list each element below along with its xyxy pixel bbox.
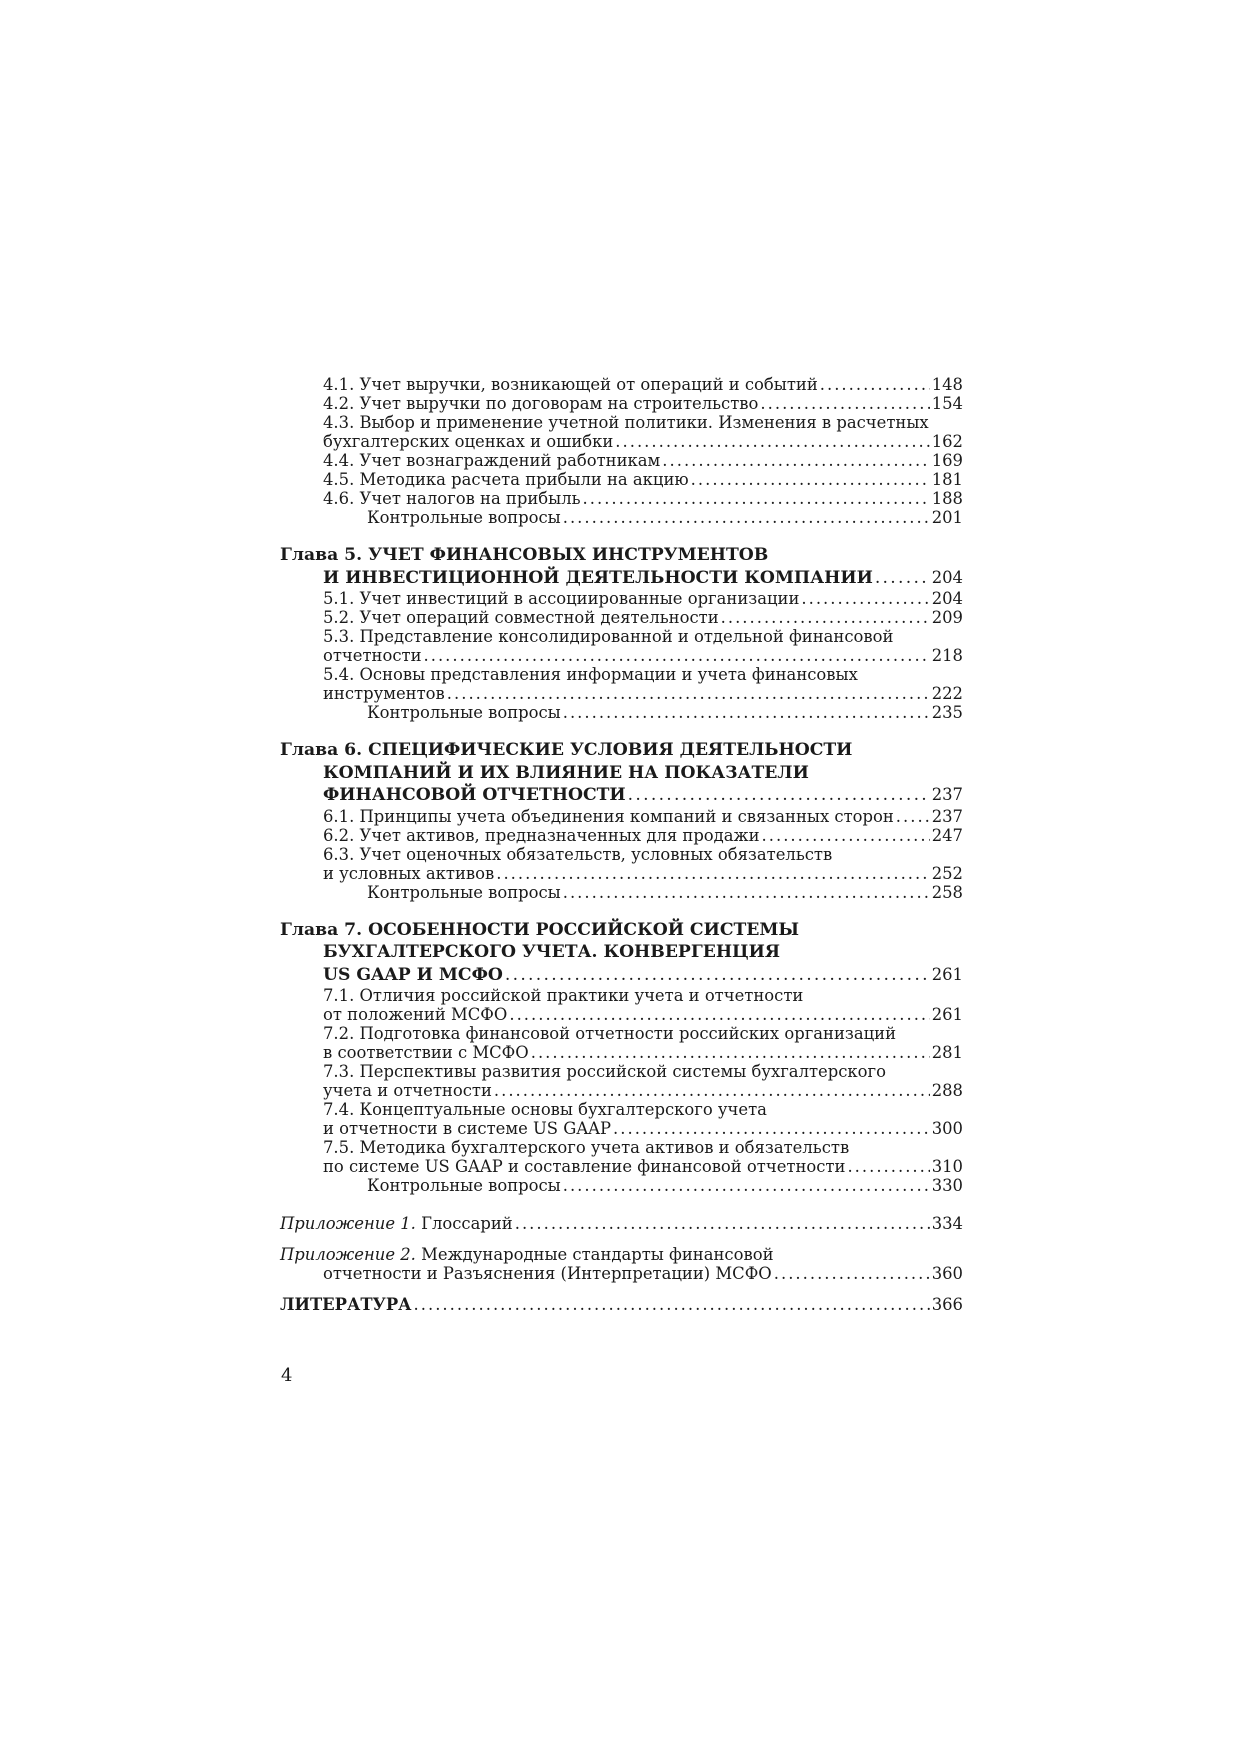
toc-entry-ch7-questions[interactable]: [280, 1176, 963, 1195]
toc-entry-text-line2: и отчетности в системе US GAAP: [323, 1119, 612, 1138]
toc-entry-text: Контрольные вопросы: [367, 508, 561, 527]
toc-entry-4-5[interactable]: [280, 470, 963, 489]
toc-entry-text: Контрольные вопросы: [367, 703, 561, 722]
toc-entry-text: 4.5. Методика расчета прибыли на акцию: [323, 470, 689, 489]
toc-entry-text: 4.2. Учет выручки по договорам на строительство: [323, 394, 759, 413]
page-number: 4: [281, 1365, 293, 1386]
chapter-title-line2: КОМПАНИЙ И ИХ ВЛИЯНИЕ НА ПОКАЗАТЕЛИ: [323, 762, 809, 783]
toc-entry-text-line1: Приложение 2. Международные стандарты финансовой: [280, 1245, 774, 1264]
toc-entry-5-1[interactable]: [280, 589, 963, 608]
toc-entry-text-line1: 7.2. Подготовка финансовой отчетности российских организаций: [323, 1024, 897, 1043]
chapter-title-line3: ФИНАНСОВОЙ ОТЧЕТНОСТИ: [323, 785, 626, 805]
toc-entry-text-line2: бухгалтерских оценках и ошибки: [323, 432, 614, 451]
toc-entry-text-line1: 7.5. Методика бухгалтерского учета активов и обязательств: [323, 1138, 850, 1157]
leader-dots: [563, 1176, 930, 1195]
chapter-title-line2: БУХГАЛТЕРСКОГО УЧЕТА. КОНВЕРГЕНЦИЯ: [323, 942, 781, 962]
table-of-contents: [280, 375, 963, 1314]
toc-entry-4-3[interactable]: [280, 413, 963, 451]
toc-entry-text-line2: по системе US GAAP и составление финансовой отчетности: [323, 1157, 846, 1176]
leader-dots: [505, 964, 930, 987]
leader-dots: [691, 470, 930, 489]
toc-entry-5-3[interactable]: [280, 627, 963, 665]
toc-page-number: 218: [931, 646, 963, 665]
toc-entry-text: Контрольные вопросы: [367, 882, 561, 902]
leader-dots: [583, 489, 930, 508]
toc-page-number: 360: [931, 1264, 963, 1283]
toc-entry-ch6-questions[interactable]: [280, 883, 963, 902]
leader-dots: [662, 451, 929, 470]
leader-dots: [875, 567, 930, 590]
chapter-heading-7[interactable]: [280, 919, 963, 987]
leader-dots: [563, 508, 930, 527]
leader-dots: [628, 784, 930, 807]
toc-entry-5-2[interactable]: [280, 608, 963, 627]
leader-dots: [494, 1081, 930, 1100]
toc-entry-5-4[interactable]: [280, 665, 963, 703]
leader-dots: [563, 883, 930, 902]
toc-entry-text: 4.6. Учет налогов на прибыль: [323, 489, 581, 508]
leader-dots: [424, 646, 930, 665]
toc-page-number: 154: [931, 394, 963, 413]
leader-dots: [721, 608, 930, 627]
toc-entry-text: ЛИТЕРАТУРА: [280, 1295, 412, 1314]
toc-entry-text-line1: 7.3. Перспективы развития российской системы бухгалтерского: [323, 1062, 886, 1081]
toc-page-number: 181: [931, 470, 963, 489]
toc-entry-text-line1: 6.3. Учет оценочных обязательств, условных обязательств: [323, 844, 833, 864]
toc-entry-literature[interactable]: [280, 1295, 963, 1314]
leader-dots: [801, 589, 929, 608]
toc-entry-text-line1: 5.4. Основы представления информации и учета финансовых: [323, 665, 858, 684]
toc-page-number: 281: [931, 1043, 963, 1062]
toc-entry-text: 4.4. Учет вознаграждений работникам: [323, 451, 661, 470]
toc-entry-text: 5.1. Учет инвестиций в ассоциированные организации: [323, 589, 800, 608]
toc-page-number: 252: [931, 863, 963, 883]
leader-dots: [515, 1214, 930, 1233]
toc-entry-7-4[interactable]: [280, 1100, 963, 1138]
toc-entry-text-line1: 5.3. Представление консолидированной и отдельной финансовой: [323, 627, 894, 646]
toc-entry-6-3[interactable]: [280, 845, 963, 883]
toc-entry-ch5-questions[interactable]: [280, 703, 963, 722]
toc-entry-text-line2: в соответствии с МСФО: [323, 1043, 529, 1062]
leader-dots: [615, 432, 929, 451]
leader-dots: [820, 375, 930, 394]
toc-entry-text: 6.1. Принципы учета объединения компаний и связанных сторон: [323, 806, 894, 826]
toc-page-number: 162: [931, 432, 963, 451]
leader-dots: [896, 807, 930, 826]
toc-page-number: 204: [931, 589, 963, 608]
appendix-label: Приложение 1.: [280, 1214, 416, 1233]
leader-dots: [496, 864, 929, 883]
toc-page-number: 235: [931, 703, 963, 722]
toc-page-number: 247: [931, 825, 963, 845]
leader-dots: [509, 1005, 929, 1024]
toc-entry-ch4-questions[interactable]: [280, 508, 963, 527]
toc-entry-4-1[interactable]: [280, 375, 963, 394]
chapter-heading-5[interactable]: [280, 544, 963, 589]
chapter-title-line1: УЧЕТ ФИНАНСОВЫХ ИНСТРУМЕНТОВ: [368, 545, 769, 565]
toc-entry-text: 6.2. Учет активов, предназначенных для продажи: [323, 825, 760, 845]
leader-dots: [847, 1157, 929, 1176]
toc-entry-text-line1: 7.4. Концептуальные основы бухгалтерского учета: [323, 1100, 767, 1119]
toc-page-number: 300: [931, 1119, 963, 1138]
toc-page-number: 188: [931, 489, 963, 508]
toc-page-number: 334: [931, 1214, 963, 1233]
toc-entry-text-line2: учета и отчетности: [323, 1081, 492, 1100]
chapter-label: Глава 7.: [280, 919, 363, 940]
leader-dots: [414, 1295, 930, 1314]
leader-dots: [760, 394, 929, 413]
toc-entry-text: Контрольные вопросы: [367, 1176, 561, 1195]
toc-entry-6-1[interactable]: [280, 807, 963, 826]
toc-entry-7-1[interactable]: [280, 986, 963, 1024]
toc-page-number: 169: [931, 451, 963, 470]
toc-entry-text: 5.2. Учет операций совместной деятельности: [323, 608, 719, 627]
toc-page-number: 310: [931, 1157, 963, 1176]
toc-entry-6-2[interactable]: [280, 826, 963, 845]
toc-entry-4-6[interactable]: [280, 489, 963, 508]
toc-entry-text-line2: и условных активов: [323, 863, 495, 883]
chapter-title-line1: ОСОБЕННОСТИ РОССИЙСКОЙ СИСТЕМЫ: [368, 919, 800, 940]
leader-dots: [613, 1119, 930, 1138]
toc-page-number: 237: [931, 806, 963, 826]
toc-entry-appendix-2[interactable]: [280, 1245, 963, 1283]
toc-entry-text: 4.1. Учет выручки, возникающей от операций и событий: [323, 375, 818, 394]
toc-page-number: 288: [931, 1081, 963, 1100]
leader-dots: [774, 1264, 930, 1283]
toc-page-number: 366: [931, 1295, 963, 1314]
toc-page-number: 222: [931, 684, 963, 703]
toc-entry-text-line2: отчетности: [323, 646, 422, 665]
leader-dots: [447, 684, 930, 703]
toc-entry-text-line2: инструментов: [323, 684, 445, 703]
chapter-title-line3: US GAAP И МСФО: [323, 964, 503, 985]
toc-entry-4-2[interactable]: [280, 394, 963, 413]
chapter-title-line2: И ИНВЕСТИЦИОННОЙ ДЕЯТЕЛЬНОСТИ КОМПАНИИ: [323, 567, 873, 588]
toc-page-number: 201: [931, 508, 963, 527]
leader-dots: [531, 1043, 930, 1062]
toc-page-number: 330: [931, 1176, 963, 1195]
toc-entry-text-line1: 7.1. Отличия российской практики учета и отчетности: [323, 986, 804, 1005]
toc-entry-7-2[interactable]: [280, 1024, 963, 1062]
toc-page-number: 237: [931, 785, 963, 804]
leader-dots: [563, 703, 930, 722]
toc-entry-7-5[interactable]: [280, 1138, 963, 1176]
leader-dots: [762, 826, 930, 845]
appendix-label: Приложение 2.: [280, 1245, 416, 1264]
chapter-title-line1: СПЕЦИФИЧЕСКИЕ УСЛОВИЯ ДЕЯТЕЛЬНОСТИ: [368, 740, 853, 760]
toc-entry-text-line2: отчетности и Разъяснения (Интерпретации) МСФО: [323, 1264, 772, 1283]
toc-entry-4-4[interactable]: [280, 451, 963, 470]
toc-page-number: 261: [931, 1005, 963, 1024]
chapter-label: Глава 6.: [280, 740, 363, 760]
toc-entry-text: Приложение 1. Глоссарий: [280, 1214, 513, 1233]
chapter-heading-6[interactable]: [280, 739, 963, 807]
chapter-label: Глава 5.: [280, 545, 363, 565]
toc-page-number: 261: [931, 964, 963, 984]
toc-page-number: 204: [931, 567, 963, 587]
toc-page-number: 209: [931, 608, 963, 627]
toc-entry-text-line2: от положений МСФО: [323, 1005, 508, 1024]
toc-entry-text-line1: 4.3. Выбор и применение учетной политики. Изменения в расчетных: [323, 413, 929, 432]
toc-entry-7-3[interactable]: [280, 1062, 963, 1100]
toc-page-number: 148: [931, 375, 963, 394]
toc-entry-appendix-1[interactable]: [280, 1214, 963, 1233]
toc-page-number: 258: [931, 882, 963, 902]
